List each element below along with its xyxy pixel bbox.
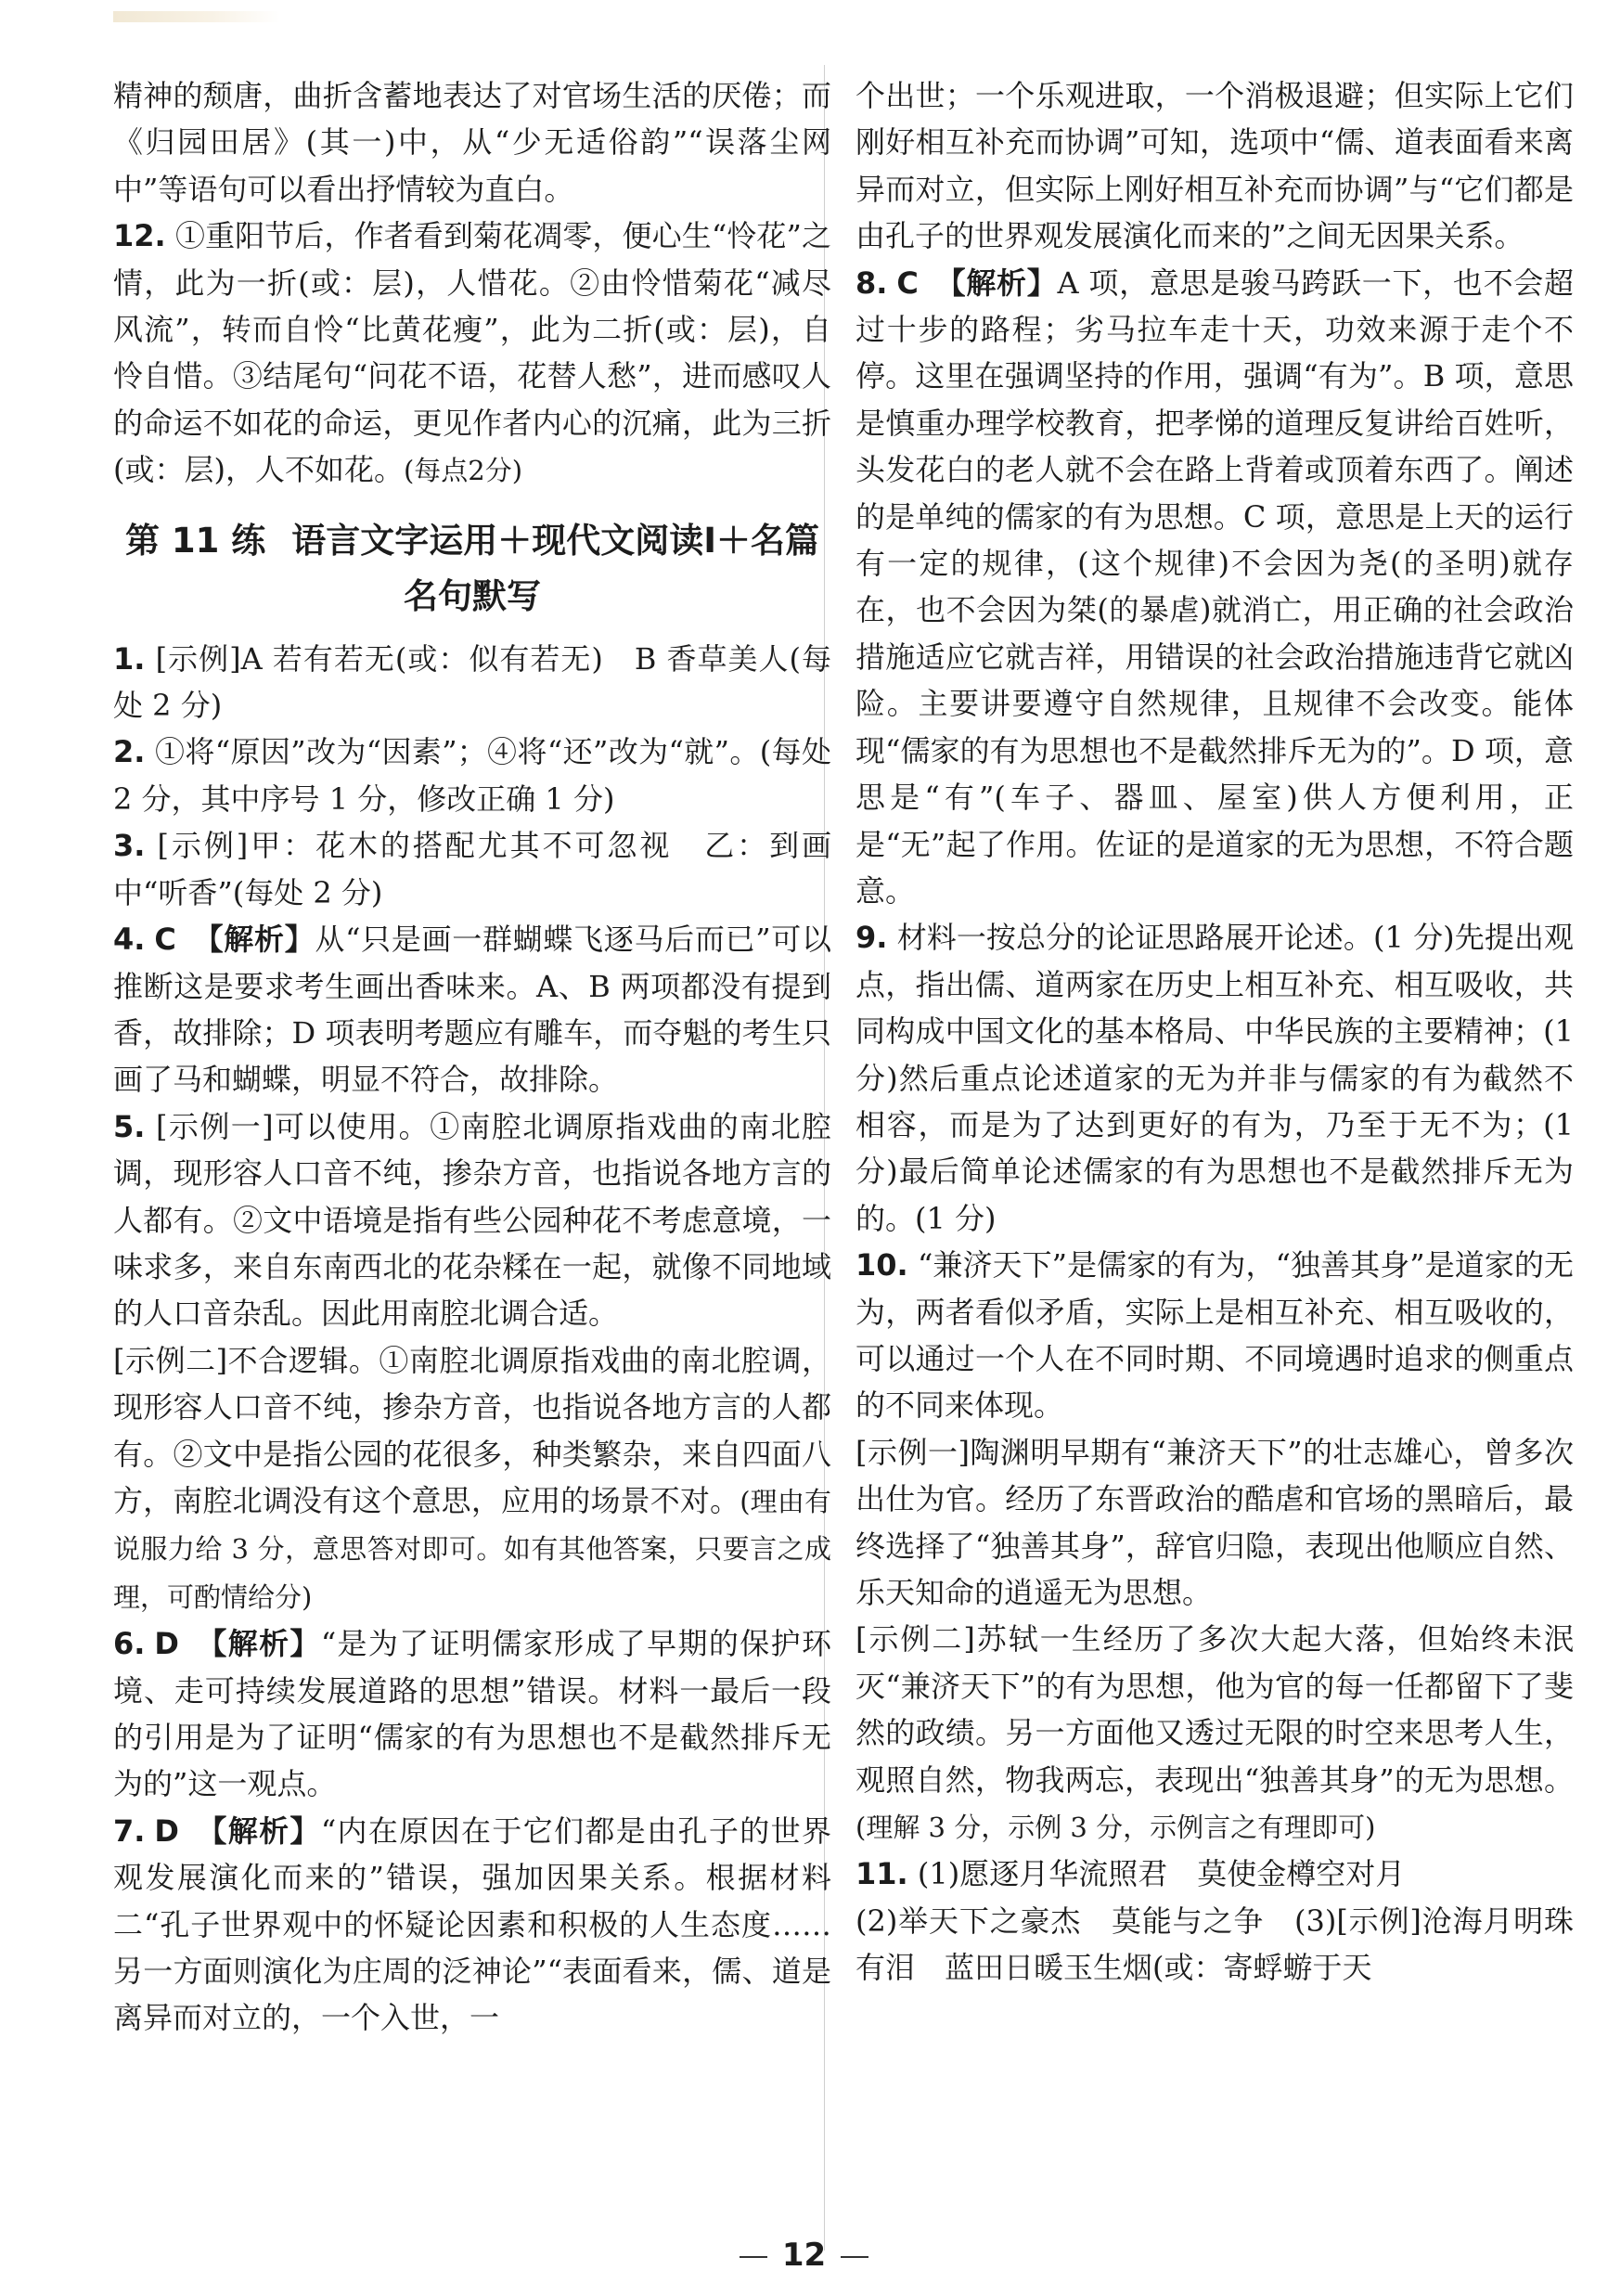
answer-5-example-2 (113, 1337, 831, 1620)
section-title (113, 513, 831, 625)
analysis-tag: 【解析】 (192, 922, 315, 958)
answer-2 (113, 729, 831, 822)
answer-11 (855, 1851, 1574, 1897)
answer-text: [示例]A 若有若无(或：似有若无) B 香草美人(每处 2 分) (113, 640, 831, 724)
answer-text: 材料一按总分的论证思路展开论述。(1 分)先提出观点，指出儒、道两家在历史上相互补充、相互吸收，共同构成中国文化的基本格局、中华民族的主要精神；(1 分)然后重点论述道家的无为并非与儒家的有为截然不相容，而是为了达到更好的有为，乃至于无不为；(1 分)最后简单论述儒家的有为思想也不是截然排斥无为的。(1 分) (855, 920, 1574, 1236)
answer-7 (113, 1808, 831, 2042)
answer-8 (855, 260, 1574, 915)
question-number: 9. (855, 920, 888, 956)
answer-text: A 项，意思是骏马跨跃一下，也不会超过十步的路程；劣马拉车走十天，功效来源于走个不停。这里在强调坚持的作用，强调“有为”。B 项，意思是慎重办理学校教育，把孝悌的道理反复讲给百姓听，头发花白的老人就不会在路上背着或顶着东西了。阐述的是单纯的儒家的有为思想。C 项，意思是上天的运行有一定的规律，(这个规律)不会因为尧(的圣明)就存在，也不会因为桀(的暴虐)就消亡，用正确的社会政治措施适应它就吉祥，用错误的社会政治措施违背它就凶险。主要讲要遵守自然规律，且规律不会改变。能体现“儒家的有为思想也不是截然排斥无为的”。D 项，意思是“有”(车子、器皿、屋室)供人方便利用，正是“无”起了作用。佐证的是道家的无为思想，不符合题意。 (855, 264, 1574, 909)
question-number: 4. (113, 922, 146, 958)
answer-9 (855, 914, 1574, 1242)
analysis-tag: 【解析】 (934, 264, 1058, 301)
answer-4 (113, 916, 831, 1103)
continuation-paragraph: 精神的颓唐，曲折含蓄地表达了对官场生活的厌倦；而《归园田居》(其一)中，从“少无适俗韵”“误落尘网中”等语句可以看出抒情较为直白。 (113, 78, 831, 207)
question-number: 6. (113, 1626, 146, 1662)
choice-letter: C (154, 922, 176, 958)
footer-dash-right (841, 2256, 868, 2258)
choice-letter: D (154, 1626, 179, 1662)
question-number: 7. (113, 1812, 146, 1849)
answer-text: (1)愿逐月华流照君 莫使金樽空对月 (917, 1856, 1406, 1892)
answer-text: [示例二]苏轼一生经历了多次大起大落，但始终未泯灭“兼济天下”的有为思想，他为官的每一任都留下了斐然的政绩。另一方面他又透过无限的时空来思考人生，观照自然，物我两忘，表现出“独善其身”的无为思想。 (855, 1621, 1574, 1798)
continuation-paragraph: 个出世；一个乐观进取，一个消极退避；但实际上它们刚好相互补充而协调”可知，选项中“儒、道表面看来离异而对立，但实际上刚好相互补充而协调”与“它们都是由孔子的世界观发展演化而来的”之间无因果关系。 (855, 78, 1574, 254)
question-number: 1. (113, 640, 146, 677)
answer-text: [示例]甲：花木的搭配尤其不可忽视 乙：到画中“听香”(每处 2 分) (113, 828, 831, 910)
left-column (113, 72, 831, 2042)
answer-text: [示例二]不合逻辑。①南腔北调原指戏曲的南北腔调，现形容人口音不纯，掺杂方音，也指说各地方言的人都有。②文中是指公园的花很多，种类繁杂，来自四面八方，南腔北调没有这个意思，应用的场景不对。 (113, 1342, 831, 1518)
footer-dash-left (740, 2256, 767, 2258)
question-number: 3. (113, 828, 146, 864)
answer-text: “兼济天下”是儒家的有为，“独善其身”是道家的无为，两者看似矛盾，实际上是相互补充、相互吸收的，可以通过一个人在不同时期、不同境遇时追求的侧重点的不同来体现。 (855, 1247, 1574, 1424)
page-number: 12 (781, 2237, 827, 2274)
answer-text: ①重阳节后，作者看到菊花凋零，便心生“怜花”之情，此为一折(或：层)，人惜花。②由怜惜菊花“减尽风流”，转而自怜“比黄花瘦”，此为二折(或：层)，自怜自惜。③结尾句“问花不语，花替人愁”，进而感叹人的命运不如花的命运，更见作者内心的沉痛，此为三折(或：层)，人不如花。 (113, 218, 831, 488)
section-label: 第 11 练 (124, 520, 266, 561)
choice-letter: C (896, 264, 919, 301)
scan-mark (113, 11, 280, 22)
page-footer (0, 2237, 1608, 2274)
answer-text: 从“只是画一群蝴蝶飞逐马后而已”可以推断这是要求考生画出香味来。A、B 两项都没有提到香，故排除；D 项表明考题应有雕车，而夺魁的考生只画了马和蝴蝶，明显不符合，故排除。 (113, 922, 831, 1098)
question-number: 5. (113, 1108, 146, 1144)
section-heading: 语言文字运用＋现代文阅读Ⅰ＋名篇名句默写 (291, 520, 820, 616)
answer-text: “是为了证明儒家形成了早期的保护环境、走可持续发展道路的思想”错误。材料一最后一段的引用是为了证明“儒家的有为思想也不是截然排斥无为的”这一观点。 (113, 1626, 831, 1802)
question-number: 11. (855, 1856, 908, 1892)
score-note: (每点2分) (403, 455, 523, 487)
answer-12 (113, 213, 831, 494)
answer-10 (855, 1242, 1574, 1429)
answer-6 (113, 1620, 831, 1808)
question-number: 12. (113, 218, 166, 254)
question-number: 2. (113, 734, 146, 770)
question-number: 10. (855, 1247, 908, 1283)
score-note: (理由有说服力给 3 分，意思答对即可。如有其他答案，只要言之成理，可酌情给分) (113, 1485, 831, 1613)
analysis-tag: 【解析】 (195, 1626, 321, 1662)
answer-3 (113, 822, 831, 916)
analysis-tag: 【解析】 (195, 1812, 321, 1849)
answer-text: ①将“原因”改为“因素”；④将“还”改为“就”。(每处 2 分，其中序号 1 分，修改正确 1 分) (113, 734, 831, 817)
right-column (855, 72, 1574, 1992)
answer-10-example-1: [示例一]陶渊明早期有“兼济天下”的壮志雄心，曾多次出仕为官。经历了东晋政治的酷虐和官场的黑暗后，最终选择了“独善其身”，辞官归隐，表现出他顺应自然、乐天知命的逍遥无为思想。 (855, 1434, 1574, 1610)
answer-text: [示例一]可以使用。①南腔北调原指戏曲的南北腔调，现形容人口音不纯，掺杂方音，也指说各地方言的人都有。②文中语境是指有些公园种花不考虑意境，一味求多，来自东南西北的花杂糅在一起，就像不同地域的人口音杂乱。因此用南腔北调合适。 (113, 1108, 831, 1332)
answer-5 (113, 1103, 831, 1337)
answer-text: “内在原因在于它们都是由孔子的世界观发展演化而来的”错误，强加因果关系。根据材料二“孔子世界观中的怀疑论因素和积极的人生态度……另一方面则演化为庄周的泛神论”“表面看来，儒、道是离异而对立的，一个入世，一 (113, 1812, 831, 2036)
choice-letter: D (154, 1812, 179, 1849)
score-note: (理解 3 分，示例 3 分，示例言之有理即可) (855, 1812, 1376, 1844)
answer-1 (113, 636, 831, 729)
answer-10-example-2 (855, 1616, 1574, 1851)
answer-11-continued: (2)举天下之豪杰 莫能与之争 (3)[示例]沧海月明珠有泪 蓝田日暖玉生烟(或：寄蜉蝣于天 (855, 1903, 1574, 1986)
question-number: 8. (855, 264, 888, 301)
